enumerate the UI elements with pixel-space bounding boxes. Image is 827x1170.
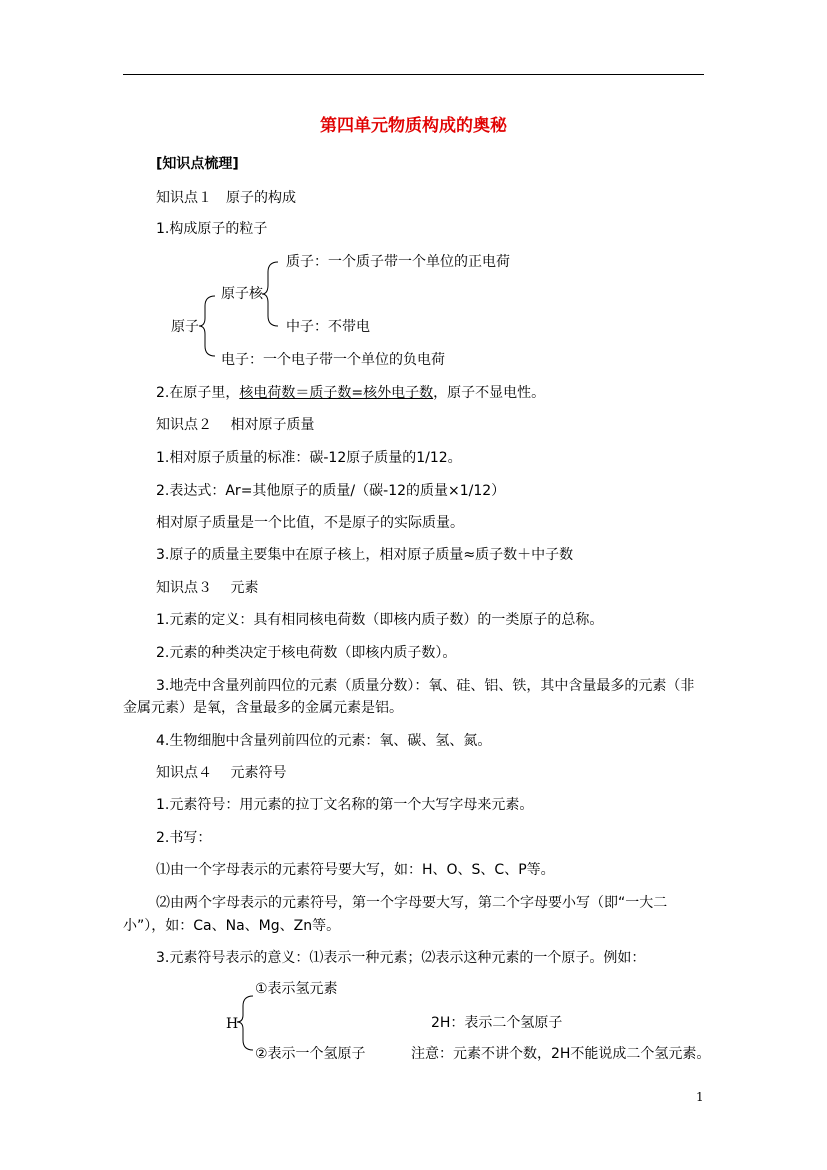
page-number: 1 bbox=[696, 1090, 704, 1104]
k4-p5: 3.元素符号表示的意义：⑴表示一种元素；⑵表示这种元素的一个原子。例如： bbox=[156, 950, 646, 966]
atom-brace bbox=[199, 296, 215, 356]
note-text: 注意：元素不讲个数，2H不能说成二个氢元素。 bbox=[411, 1046, 711, 1062]
k2-p3: 相对原子质量是一个比值，不是原子的实际质量。 bbox=[156, 515, 464, 531]
electron-text: 电子：一个电子带一个单位的负电荷 bbox=[221, 352, 445, 368]
k3-p4: 4.生物细胞中含量列前四位的元素：氧、碳、氢、氮。 bbox=[156, 733, 492, 749]
hydrogen-symbol: H bbox=[226, 1016, 239, 1032]
hydrogen-brace bbox=[237, 996, 253, 1050]
nucleus-brace bbox=[262, 262, 278, 326]
k4-p2: 2.书写： bbox=[156, 830, 212, 846]
hydrogen-meaning-1: ①表示氢元素 bbox=[255, 981, 338, 997]
k3-p3-line1: 3.地壳中含量列前四位的元素（质量分数）：氧、硅、铝、铁，其中含量最多的元素（非 bbox=[156, 678, 695, 694]
section-header: [知识点梳理] bbox=[156, 156, 239, 172]
neutron-text: 中子：不带电 bbox=[286, 319, 370, 335]
k4-heading: 知识点４ 元素符号 bbox=[156, 765, 287, 781]
k4-p4-line1: ⑵由两个字母表示的元素符号，第一个字母要大写，第二个字母要小写（即“一大二 bbox=[156, 895, 668, 911]
k2-heading: 知识点２ 相对原子质量 bbox=[156, 417, 315, 433]
k2-p2: 2.表达式：Ar=其他原子的质量/（碳-12的质量×1/12） bbox=[156, 483, 506, 499]
k1-p2 bbox=[156, 384, 545, 402]
k3-p1: 1.元素的定义：具有相同核电荷数（即核内质子数）的一类原子的总称。 bbox=[156, 612, 604, 628]
nucleus-label: 原子核 bbox=[221, 286, 263, 302]
k1-p1: 1.构成原子的粒子 bbox=[156, 221, 268, 237]
k1-heading: 知识点１ 原子的构成 bbox=[156, 190, 296, 206]
k4-p3: ⑴由一个字母表示的元素符号要大写，如：H、O、S、C、P等。 bbox=[156, 862, 555, 878]
k3-p2: 2.元素的种类决定于核电荷数（即核内质子数）。 bbox=[156, 645, 457, 661]
k3-heading: 知识点３ 元素 bbox=[156, 580, 259, 596]
k1-p2-underlined: 核电荷数＝质子数=核外电子数 bbox=[239, 385, 434, 401]
k1-p2-post: ，原子不显电性。 bbox=[433, 385, 546, 401]
hydrogen-meaning-2: ②表示一个氢原子 bbox=[255, 1046, 366, 1062]
k4-p4-line2: 小”），如：Ca、Na、Mg、Zn等。 bbox=[123, 918, 341, 934]
k2-p1: 1.相对原子质量的标准：碳-12原子质量的1/12。 bbox=[156, 450, 462, 466]
k3-p3-line2: 金属元素）是氧，含量最多的金属元素是铝。 bbox=[123, 700, 403, 716]
k1-p2-pre: 2.在原子里， bbox=[156, 385, 240, 401]
k2-p4: 3.原子的质量主要集中在原子核上，相对原子质量≈质子数＋中子数 bbox=[156, 547, 574, 563]
document-title: 第四单元物质构成的奥秘 bbox=[320, 116, 507, 136]
atom-label: 原子 bbox=[171, 319, 199, 335]
proton-text: 质子：一个质子带一个单位的正电荷 bbox=[286, 254, 510, 270]
two-h-text: 2H：表示二个氢原子 bbox=[431, 1015, 563, 1031]
k4-p1: 1.元素符号：用元素的拉丁文名称的第一个大写字母来元素。 bbox=[156, 797, 534, 813]
